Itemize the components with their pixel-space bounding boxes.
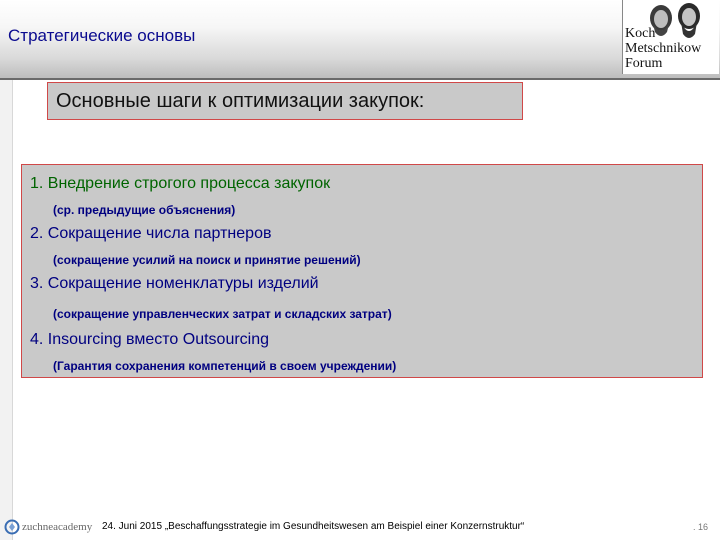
step-2-label: 2. Сокращение числа партнеров: [30, 225, 272, 242]
step-4-note: (Гарантия сохранения компетенций в своем учреждении): [53, 359, 397, 373]
step-3-note: (сокращение управленческих затрат и складских затрат): [53, 307, 392, 321]
academy-emblem-icon: [4, 518, 20, 536]
step-1-note: (ср. предыдущие объяснения): [53, 203, 236, 217]
page-number: . 16: [692, 522, 708, 532]
logo-text-metschnikow: Metschnikow: [625, 41, 702, 56]
subtitle-box: [47, 82, 523, 120]
logo-text-koch: Koch: [625, 26, 656, 41]
slide-header: [0, 0, 720, 80]
logo-text-forum: Forum: [625, 56, 663, 71]
left-margin-bar: [0, 80, 13, 540]
academy-logo: [4, 518, 96, 536]
slide-title: Стратегические основы: [8, 26, 196, 45]
academy-logo-text: zuchneacademy: [22, 521, 93, 533]
subtitle-text: Основные шаги к оптимизации закупок:: [56, 90, 425, 112]
step-4-label: 4. Insourcing вместо Outsourcing: [30, 331, 270, 348]
footer-text: 24. Juni 2015 „Beschaffungsstrategie im Gesundheitswesen am Beispiel einer Konzernstruktur“: [102, 521, 525, 532]
step-2-note: (сокращение усилий на поиск и принятие решений): [53, 253, 361, 267]
steps-list-box: [21, 164, 703, 378]
koch-metschnikow-forum-logo: [622, 0, 719, 74]
step-3-label: 3. Сокращение номенклатуры изделий: [30, 275, 319, 292]
step-1-label: 1. Внедрение строгого процесса закупок: [30, 175, 331, 192]
